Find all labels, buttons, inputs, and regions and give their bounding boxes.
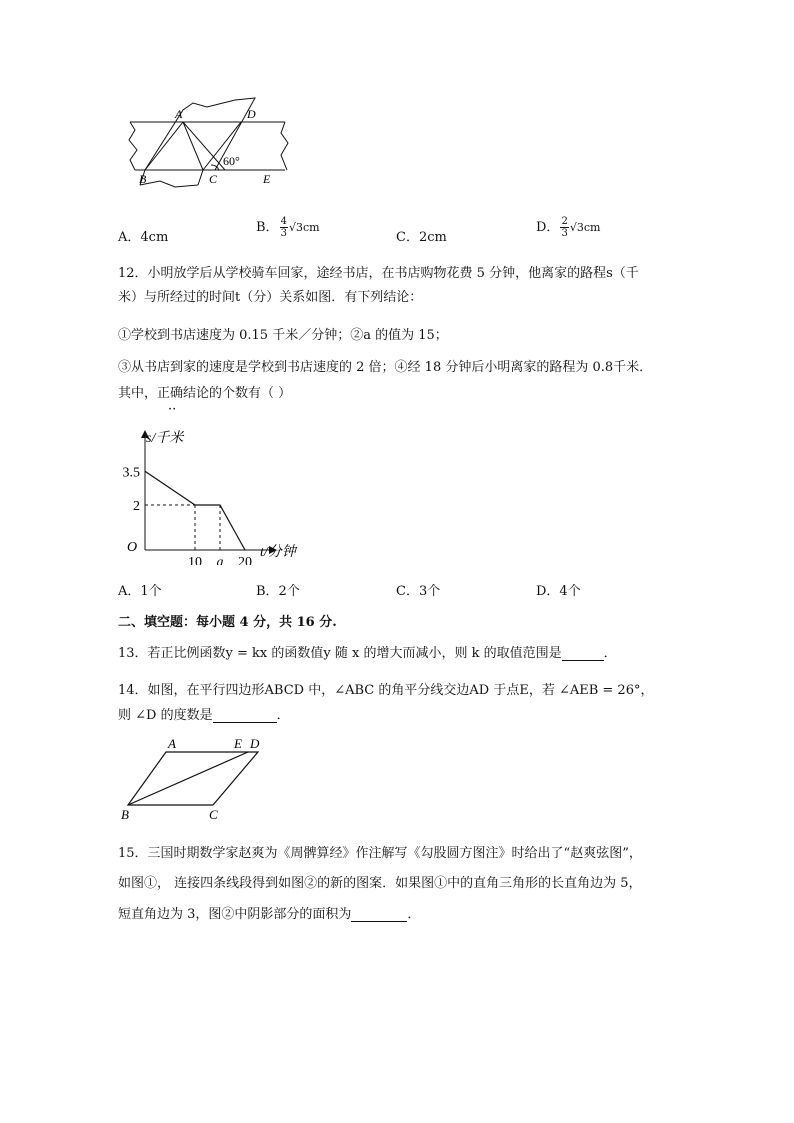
q13-answer-blank <box>562 645 604 661</box>
label-E: E <box>263 172 271 186</box>
x-tick-label-20: 20 <box>238 555 252 565</box>
q12-line-5: 其中，正确结论的个数有（ ） <box>118 386 292 401</box>
q12-emphasis-dots: ·· <box>168 402 177 417</box>
y-tick-label-3.5: 3.5 <box>122 465 140 481</box>
q12-line-4: ③从书店到家的速度是学校到书店速度的 2 倍；④经 18 分钟后小明离家的路程为 0.8千米． <box>118 360 653 375</box>
q12-option-c: C．3个 <box>396 584 441 599</box>
q12-line-3: ①学校到书店速度为 0.15 千米／分钟；②a 的值为 15； <box>118 328 448 343</box>
q11-option-d: D． $\frac{2}{3}$ √3cm <box>536 216 601 239</box>
q12-option-d: D．4个 <box>536 584 581 599</box>
label-D: D <box>250 736 260 751</box>
parallelogram-strip-figure <box>115 95 300 190</box>
q11-option-a: A．4cm <box>118 230 169 245</box>
q12-line-1: 12．小明放学后从学校骑车回家，途经书店，在书店购物花费 5 分钟，他离家的路程s（千 <box>118 266 639 281</box>
q11-option-b: B． $\frac{4}{3}$ √3cm <box>256 216 320 239</box>
distance-time-chart <box>110 420 330 565</box>
y-axis-label: s/千米 <box>146 431 184 446</box>
x-axis-label: t/分钟 <box>260 545 296 560</box>
q11-option-c: C．2cm <box>396 230 447 245</box>
label-B: B <box>121 807 129 822</box>
x-tick-label-a: a <box>216 555 224 565</box>
series-line <box>145 471 245 550</box>
section-2-heading: 二、填空题：每小题 4 分，共 16 分. <box>118 615 337 630</box>
q15-line-3: 短直角边为 3，图②中阴影部分的面积为 ． <box>118 907 421 922</box>
label-A: A <box>175 107 183 121</box>
label-E: E <box>234 736 242 751</box>
q15-line-2: 如图①， 连接四条线段得到如图②的新的图案．如果图①中的直角三角形的长直角边为 5， <box>118 876 642 891</box>
q12-option-b: B．2个 <box>256 584 300 599</box>
q15-line-1: 15．三国时期数学家赵爽为《周髀算经》作注解写《勾股圆方图注》时给出了“赵爽弦图”， <box>118 846 642 861</box>
q15-answer-blank <box>351 906 407 922</box>
x-tick-label-10: 10 <box>188 555 202 565</box>
q14-line-2: 则 ∠D 的度数是 ． <box>118 708 290 723</box>
label-B: B <box>139 172 147 186</box>
parallelogram-abcd-figure <box>118 735 278 825</box>
origin-label: O <box>127 540 138 555</box>
q12-line-2: 米）与所经过的时间t（分）关系如图．有下列结论： <box>118 290 423 305</box>
label-C: C <box>209 807 218 822</box>
y-tick-label-2: 2 <box>133 499 140 514</box>
label-C: C <box>209 172 218 186</box>
q14-line-1: 14．如图，在平行四边形ABCD 中，∠ABC 的角平分线交边AD 于点E，若 ∠AEB = 26°， <box>118 683 654 698</box>
q14-answer-blank <box>213 707 277 723</box>
q12-option-a: A．1个 <box>118 584 162 599</box>
label-D: D <box>247 107 256 121</box>
label-angle: 60° <box>223 154 240 168</box>
q13-line: 13．若正比例函数y = kx 的函数值y 随 x 的增大而减小，则 k 的取值范围是 ． <box>118 646 617 661</box>
label-A: A <box>168 736 176 751</box>
